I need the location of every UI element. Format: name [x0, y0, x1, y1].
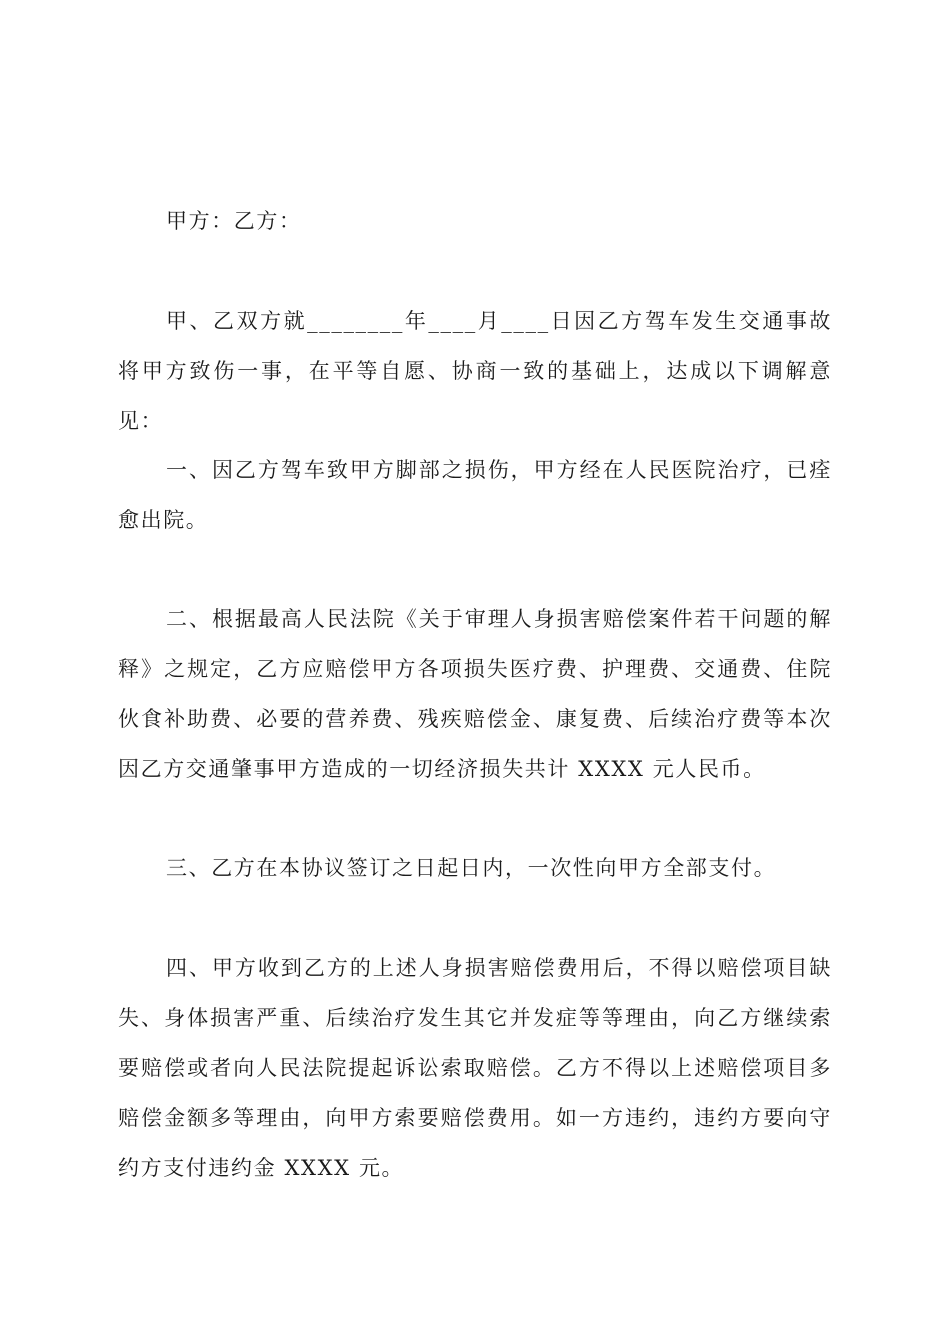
clause-2: 二、根据最高人民法院《关于审理人身损害赔偿案件若干问题的解释》之规定，乙方应赔偿甲方各项损失医疗费、护理费、交通费、住院伙食补助费、必要的营养费、残疾赔偿金、康复费、后续治疗费等本次因乙方交通肇事甲方造成的一切经济损失共计 XXXX 元人民币。	[118, 607, 832, 781]
parties-line: 甲方：乙方：	[166, 209, 302, 233]
clause-1: 一、因乙方驾车致甲方脚部之损伤，甲方经在人民医院治疗，已痊愈出院。	[118, 458, 832, 532]
clause-4: 四、甲方收到乙方的上述人身损害赔偿费用后，不得以赔偿项目缺失、身体损害严重、后续治疗发生其它并发症等等理由，向乙方继续索要赔偿或者向人民法院提起诉讼索取赔偿。乙方不得以上述赔偿项目多赔偿金额多等理由，向甲方索要赔偿费用。如一方违约，违约方要向守约方支付违约金 XXXX 元。	[118, 956, 832, 1180]
agreement-preamble: 甲、乙双方就________年____月____日因乙方驾车发生交通事故将甲方致伤一事，在平等自愿、协商一致的基础上，达成以下调解意见：	[118, 309, 832, 433]
clause-3: 三、乙方在本协议签订之日起日内，一次性向甲方全部支付。	[166, 856, 777, 880]
